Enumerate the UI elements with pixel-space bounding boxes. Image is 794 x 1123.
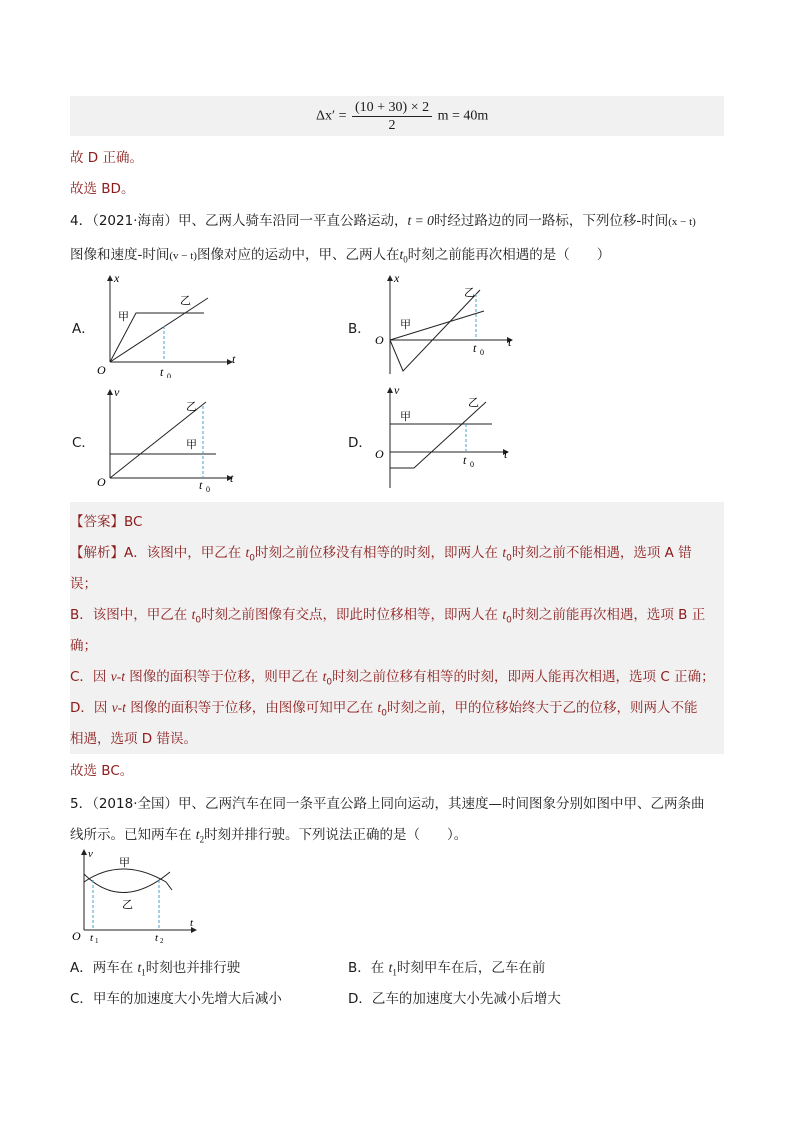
axis-label-t: t xyxy=(508,335,512,349)
answer-line xyxy=(70,510,142,530)
text: 图像和速度-时间 xyxy=(70,247,170,263)
text: 图像的面积等于位移，由图像可知甲乙在 xyxy=(125,700,378,716)
text: C．因 xyxy=(70,669,111,685)
yi-label: 乙 xyxy=(122,899,133,911)
t1-label: t xyxy=(90,932,94,944)
formula xyxy=(316,99,488,134)
math: 1 xyxy=(141,967,146,978)
analysis-line-a1 xyxy=(70,541,692,564)
formula-lhs: Δx′ = xyxy=(316,108,347,124)
graph-a xyxy=(92,268,252,378)
math: t xyxy=(502,545,507,560)
yi-label: 乙 xyxy=(180,295,191,307)
math: t xyxy=(137,960,142,975)
question-4-line1 xyxy=(70,209,696,229)
analysis-line-c1 xyxy=(70,665,715,688)
t0-sub: 0 xyxy=(470,460,474,469)
yi-label: 乙 xyxy=(464,287,475,299)
question-5-line1: 5．（2018·全国）甲、乙两汽车在同一条平直公路上同向运动，其速度—时间图象分别如图中甲、乙两条曲 xyxy=(70,796,705,812)
math: t xyxy=(191,607,196,622)
text: D．因 xyxy=(70,700,112,716)
option-5d: D．乙车的加速度大小先减小后增大 xyxy=(348,991,561,1007)
axis-label-v: v xyxy=(114,385,120,399)
formula-box xyxy=(70,96,724,136)
analysis-line-d1 xyxy=(70,696,698,719)
t2-sub: 2 xyxy=(160,937,164,944)
answer-tag: 【答案】 xyxy=(70,514,124,530)
yi-label: 乙 xyxy=(186,401,197,413)
option-5c: C．甲车的加速度大小先增大后减小 xyxy=(70,991,282,1007)
math: 2 xyxy=(199,834,205,845)
formula-fraction xyxy=(352,99,432,134)
text: 时经过路边的同一路标，下列位移-时间 xyxy=(433,213,669,229)
text: 时刻之前不能相遇，选项 A 错 xyxy=(511,545,692,561)
formula-rhs: m = 40m xyxy=(437,108,489,124)
option-d-label: D． xyxy=(348,435,372,451)
axis-label-t: t xyxy=(504,447,508,461)
option-c-label: C． xyxy=(72,435,95,451)
jia-label: 甲 xyxy=(186,439,197,451)
text: 时刻之前图像有交点，即此时位移相等，即两人在 xyxy=(201,607,503,623)
analysis-line-b2: 确； xyxy=(70,638,97,654)
analysis-tag: 【解析】 xyxy=(70,545,124,561)
formula-numerator: (10 + 30) × 2 xyxy=(352,99,432,117)
text: B．在 xyxy=(348,960,389,976)
formula-denominator: 2 xyxy=(388,118,396,133)
axis-label-v: v xyxy=(394,383,400,397)
text: 图像的面积等于位移，则甲乙在 xyxy=(124,669,323,685)
graph-q5 xyxy=(72,844,202,944)
math: 1 xyxy=(392,967,397,978)
text: B．该图中，甲乙在 xyxy=(70,607,192,623)
t0-sub: 0 xyxy=(480,348,484,357)
origin-label: O xyxy=(97,475,106,489)
axis-label-t: t xyxy=(190,917,194,929)
text: 图像对应的运动中，甲、乙两人在 xyxy=(196,247,400,263)
analysis-line-a2: 误； xyxy=(70,576,97,592)
option-5a xyxy=(70,956,240,978)
t0-label: t xyxy=(160,365,164,378)
math: t xyxy=(388,960,393,975)
origin-label: O xyxy=(97,363,106,377)
text: A．该图中，甲乙在 xyxy=(124,545,246,561)
math: t xyxy=(502,607,507,622)
question-5-line2 xyxy=(70,823,467,845)
axis-label-x: x xyxy=(114,271,120,285)
origin-label: O xyxy=(375,447,384,461)
jia-label: 甲 xyxy=(119,857,130,869)
axis-label-t: t xyxy=(232,352,236,366)
t1-sub: 1 xyxy=(95,937,99,944)
text: 4．（2021·海南）甲、乙两人骑车沿同一平直公路运动， xyxy=(70,213,408,229)
option-5b xyxy=(348,956,545,978)
text: 时刻并排行驶。下列说法正确的是（ ）。 xyxy=(204,827,468,843)
t0-sub: 0 xyxy=(206,485,210,494)
answer-value: BC xyxy=(124,514,143,530)
axis-label-x: x xyxy=(394,271,400,285)
text: 时刻也并排行驶 xyxy=(145,960,241,976)
axis-label-t: t xyxy=(230,471,234,485)
yi-label: 乙 xyxy=(468,397,479,409)
t0-label: t xyxy=(463,453,467,467)
math: t xyxy=(322,669,327,684)
text: 时刻之前能再次相遇的是（ ） xyxy=(407,247,611,263)
question-4-line2 xyxy=(70,243,610,265)
analysis-line-d2: 相遇，选项 D 错误。 xyxy=(70,731,197,747)
axis-label-v: v xyxy=(88,848,93,860)
option-b-label: B． xyxy=(348,321,371,337)
math: t = 0 xyxy=(407,213,434,228)
graph-b xyxy=(372,268,532,378)
math: v-t xyxy=(111,700,126,715)
math: t xyxy=(399,247,404,262)
math: 0 xyxy=(249,553,256,564)
math: 0 xyxy=(506,553,512,564)
graph-c xyxy=(92,382,252,494)
text-line: 故 D 正确。 xyxy=(70,150,143,166)
text: 时刻甲车在后，乙车在前 xyxy=(396,960,546,976)
text: 时刻之前能再次相遇，选项 B 正 xyxy=(511,607,706,623)
t0-label: t xyxy=(199,478,203,492)
t0-label: t xyxy=(473,341,477,355)
origin-label: O xyxy=(375,333,384,347)
math: t xyxy=(377,700,382,715)
jia-label: 甲 xyxy=(118,311,129,323)
graph-d xyxy=(372,380,532,492)
text: 时刻之前，甲的位移始终大于乙的位移，则两人不能 xyxy=(387,700,698,716)
line-yi xyxy=(110,298,208,362)
text: 时刻之前位移有相等的时刻，即两人能再次相遇，选项 C 正确； xyxy=(332,669,715,685)
text: 线所示。已知两车在 xyxy=(70,827,196,843)
math: 0 xyxy=(195,615,202,626)
text: 时刻之前位移没有相等的时刻，即两人在 xyxy=(255,545,503,561)
text: A．两车在 xyxy=(70,960,138,976)
jia-label: 甲 xyxy=(400,411,411,423)
math: 0 xyxy=(326,677,333,688)
option-a-label: A． xyxy=(72,321,95,337)
math: 0 xyxy=(403,254,408,265)
text-line: 故选 BD。 xyxy=(70,181,135,197)
text-line: 故选 BC。 xyxy=(70,763,134,779)
math: t xyxy=(245,545,250,560)
math: 0 xyxy=(506,615,512,626)
jia-label: 甲 xyxy=(400,319,411,331)
origin-label: O xyxy=(72,929,81,943)
math: v-t xyxy=(110,669,125,684)
math: 0 xyxy=(381,708,388,719)
t0-sub: 0 xyxy=(167,372,171,378)
t2-label: t xyxy=(155,932,159,944)
math: (v − t) xyxy=(169,250,197,262)
analysis-line-b1 xyxy=(70,603,705,626)
math: (x − t) xyxy=(668,216,696,228)
math: t xyxy=(195,827,200,842)
